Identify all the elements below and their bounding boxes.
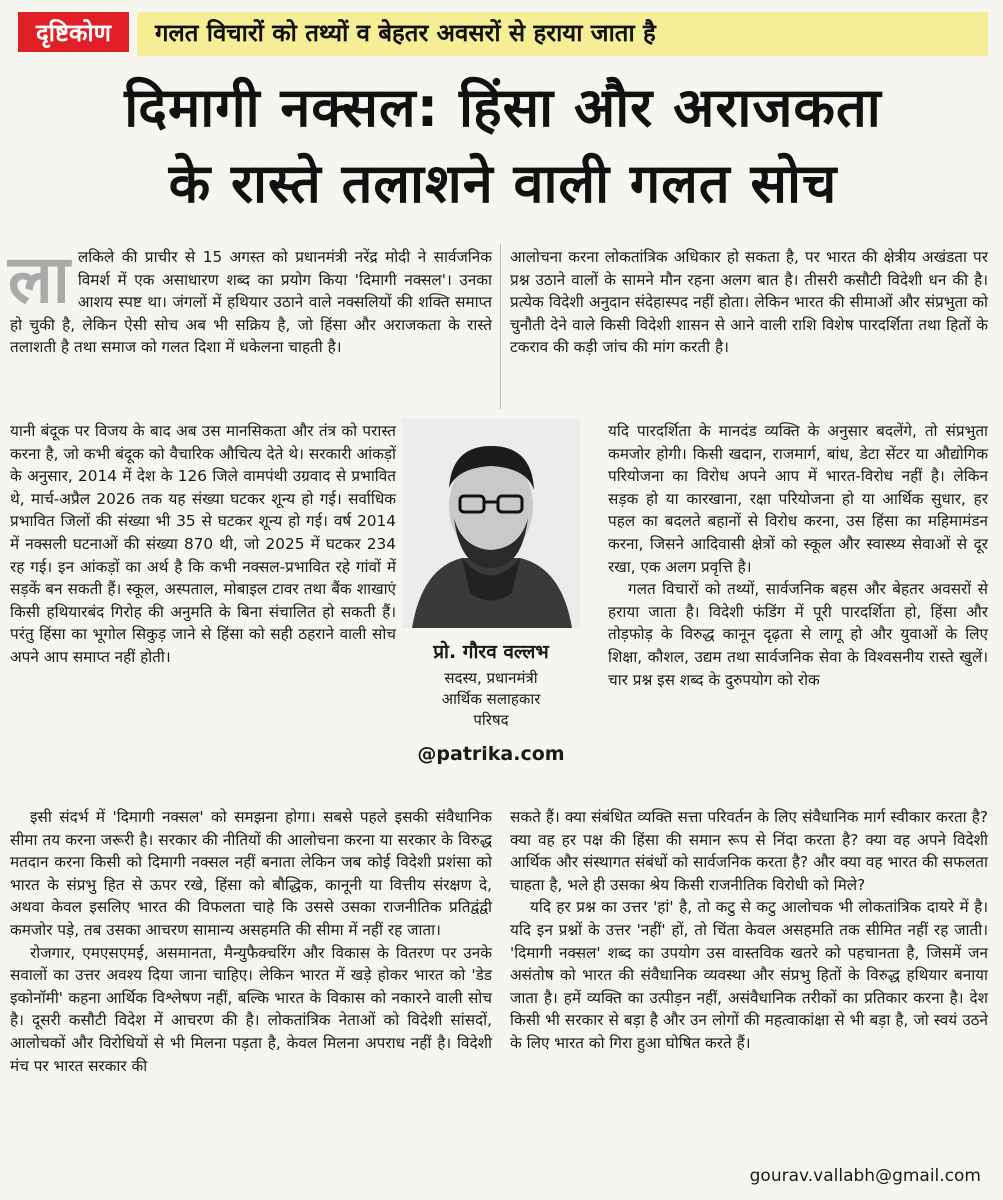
author-photo: [402, 418, 580, 628]
right-narrow-column: [608, 420, 988, 691]
section-tag: दृष्टिकोण: [18, 12, 129, 52]
column-divider: [500, 244, 501, 409]
right-top-column: [510, 246, 988, 359]
headline: [18, 70, 988, 222]
author-role: [402, 668, 580, 731]
right-bottom-column: [510, 806, 988, 1055]
paragraph: इसी संदर्भ में 'दिमागी नक्सल' को समझना होगा। सबसे पहले इसकी संवैधानिक सीमा तय करना जरूरी है। सरकार की नीतियों की आलोचना करना या सरकार के विरुद्ध मतदान करना किसी को दिमागी नक्सल नहीं बनाता लेकिन जब कोई विदेशी प्रशंसा को भारत के संप्रभु हित से ऊपर रखे, हिंसा को बौद्धिक, कानूनी या वित्तीय संरक्षण दे, अथवा केवल इसलिए भारत की विफलता चाहे कि उससे उसका राजनीतिक प्रतिद्वंद्वी कमजोर पड़े, तब उसका आचरण सामान्य असहमति की सीमा में नहीं रह जाता।: [10, 808, 492, 939]
paragraph: गलत विचारों को तथ्यों, सार्वजनिक बहस और बेहतर अवसरों से हराया जाता है। विदेशी फंडिंग में पूरी पारदर्शिता हो, हिंसा और तोड़फोड़ के विरुद्ध कानून दृढ़ता से लागू हो और युवाओं के लिए शिक्षा, कौशल, उद्यम तथा सार्वजनिक सेवा के विश्वसनीय रास्ते खुलें। चार प्रश्न इस शब्द के दुरुपयोग को रोक: [608, 580, 988, 689]
paragraph: सकते हैं। क्या संबंधित व्यक्ति सत्ता परिवर्तन के लिए संवैधानिक मार्ग स्वीकार करता है? क्या वह हर पक्ष की हिंसा की समान रूप से निंदा करता है? क्या वह अपने विदेशी आर्थिक और संस्थागत संबंधों को सार्वजनिक करता है? और क्या वह भारत की सफलता चाहता है, भले ही उसका श्रेय किसी राजनीतिक विरोधी को मिले?: [510, 808, 988, 894]
left-narrow-column: [10, 420, 396, 669]
dropcap: ला: [8, 241, 70, 318]
publication-handle: @patrika.com: [417, 743, 565, 765]
lead-text: लकिले की प्राचीर से 15 अगस्त को प्रधानमंत्री नरेंद्र मोदी ने सार्वजनिक विमर्श में एक असाधारण शब्द का प्रयोग किया 'दिमागी नक्सल'। उनका आशय स्पष्ट था। जंगलों में हथियार उठाने वाले नक्सलियों की शक्ति समाप्त हो चुकी है, लेकिन ऐसी सोच अब भी सक्रिय है, जो हिंसा और अराजकता के रास्ते तलाशती है तथा समाज को गलत दिशा में धकेलना चाहती है।: [10, 248, 492, 357]
strapline: गलत विचारों को तथ्यों व बेहतर अवसरों से हराया जाता है: [137, 12, 988, 56]
paragraph: यानी बंदूक पर विजय के बाद अब उस मानसिकता और तंत्र को परास्त करना है, जो कभी बंदूक को वैचारिक औचित्य देते थे। सरकारी आंकड़ों के अनुसार, 2014 में देश के 126 जिले वामपंथी उग्रवाद से प्रभावित थे, मार्च-अप्रैल 2026 तक यह संख्या घटकर शून्य हो गई। सर्वाधिक प्रभावित जिलों की संख्या भी 35 से घटकर शून्य हो गई। वर्ष 2014 में नक्सली घटनाओं की संख्या 870 थी, जो 2025 में घटकर 234 रह गई। इन आंकड़ों का अर्थ है कि कभी नक्सल-प्रभावित रहे गांवों में सड़कें बन सकती हैं। स्कूल, अस्पताल, मोबाइल टावर तथा बैंक शाखाएं किसी हथियारबंद गिरोह की अनुमति के बिना संचालित हो सकती हैं। परंतु हिंसा का भूगोल सिकुड़ जाने से हिंसा को सही ठहराने वाली सोच अपने आप समाप्त नहीं होती।: [10, 422, 396, 666]
headline-line-2: के रास्ते तलाशने वाली गलत सोच: [168, 152, 838, 215]
section-banner: [18, 12, 988, 56]
paragraph: आलोचना करना लोकतांत्रिक अधिकार हो सकता है, पर भारत की क्षेत्रीय अखंडता पर प्रश्न उठाने वालों के सामने मौन रहना अलग बात है। तीसरी कसौटी विदेशी धन की है। प्रत्येक विदेशी अनुदान संदेहास्पद नहीं होता। लेकिन भारत की सीमाओं और संप्रभुता को चुनौती देने वाले किसी विदेशी शासन से आने वाली राशि विशेष पारदर्शिता तथा हितों के टकराव की कड़ी जांच की मांग करती है।: [510, 248, 988, 357]
author-email: gourav.vallabh@gmail.com: [749, 1166, 981, 1186]
paragraph: यदि हर प्रश्न का उत्तर 'हां' है, तो कटु से कटु आलोचक भी लोकतांत्रिक दायरे में है। यदि इन प्रश्नों के उत्तर 'नहीं' हों, तो चिंता केवल असहमति तक सीमित नहीं रह जाती। 'दिमागी नक्सल' शब्द का उपयोग उस वास्तविक खतरे को पहचानता है, जिसमें जन असंतोष को भारत की संवैधानिक व्यवस्था और संप्रभु हितों के विरुद्ध हथियार बनाया जाता है। हमें व्यक्ति का उत्पीड़न नहीं, असंवैधानिक तरीकों का प्रतिकार करना है। देश किसी भी सरकार से बड़ा है और उन लोगों की महत्वाकांक्षा से भी बड़ा है, जो स्वयं उठने के लिए भारत को गिरा हुआ घोषित करते हैं।: [510, 898, 988, 1052]
author-role-line: सदस्य, प्रधानमंत्री: [444, 669, 538, 687]
author-role-line: परिषद: [473, 711, 509, 729]
author-card: [402, 418, 580, 796]
left-bottom-column: [10, 806, 492, 1077]
author-name: प्रो. गौरव वल्लभ: [433, 641, 549, 663]
headline-line-1: दिमागी नक्सल: हिंसा और अराजकता: [124, 76, 882, 139]
lead-paragraph: [8, 241, 492, 359]
paragraph: यदि पारदर्शिता के मानदंड व्यक्ति के अनुसार बदलेंगे, तो संप्रभुता कमजोर होगी। किसी खदान, राजमार्ग, बांध, डेटा सेंटर या औद्योगिक परियोजना का विरोध अपने आप में भारत-विरोध नहीं है। लेकिन सड़क हो या कारखाना, रक्षा परियोजना हो या आर्थिक सुधार, हर पहल का बदलते बहानों से विरोध करना, उस हिंसा का महिमामंडन करना, जिसने आदिवासी क्षेत्रों को स्कूल और स्वास्थ्य सेवाओं से दूर रखा, एक अलग प्रवृत्ति है।: [608, 422, 988, 576]
author-role-line: आर्थिक सलाहकार: [441, 690, 541, 708]
paragraph: रोजगार, एमएसएमई, असमानता, मैन्युफैक्चरिंग और विकास के वितरण पर उनके सवालों का उत्तर अवश्य दिया जाना चाहिए। लेकिन भारत में खड़े होकर भारत को 'डेड इकोनॉमी' कहना आर्थिक विश्लेषण नहीं, बल्कि भारत के विकास को नकारने वाली सोच है। दूसरी कसौटी विदेश में आचरण की है। लोकतांत्रिक नेताओं को विदेशी सांसदों, आलोचकों और विरोधियों से भी मिलना पड़ता है, केवल मिलना अपराध नहीं है। विदेशी मंच पर भारत सरकार की: [10, 943, 492, 1075]
